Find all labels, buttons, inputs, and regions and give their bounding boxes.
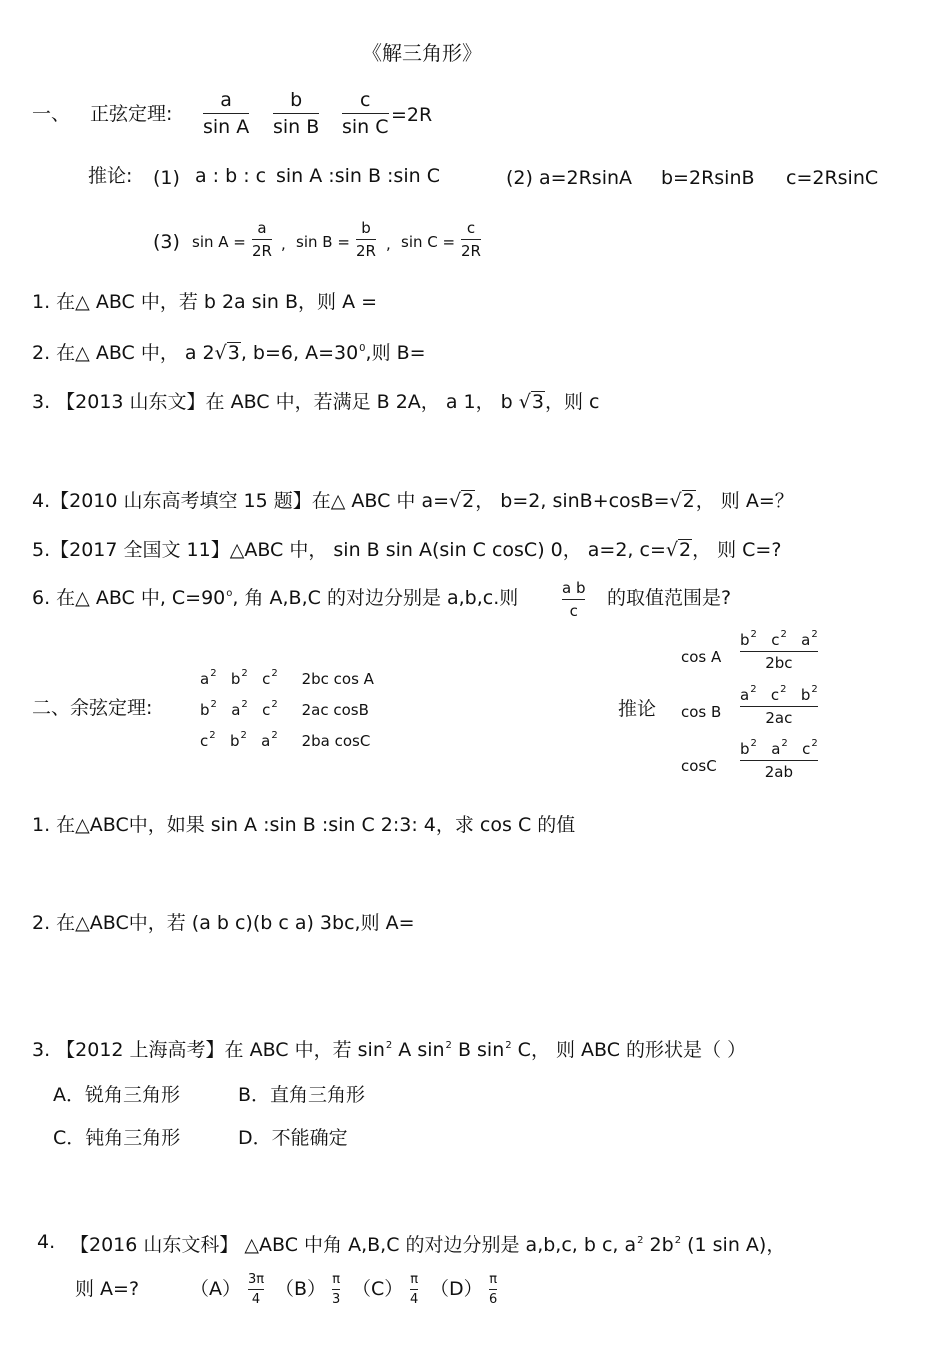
problem-1: 1. 在△ ABC 中，若 b 2a sin B，则 A =: [32, 291, 378, 313]
problem-2-3: 3. 【2012 上海高考】在 ABC 中，若 $\sin^2 A$ $\sin^2 B$ $\sin^2 C$， 则 ABC 的形状是（ ）: [32, 1039, 747, 1061]
cosB-fraction: [740, 684, 818, 727]
sqrt-value: 3: [227, 342, 240, 364]
cosine-corollary-label: 推论: [618, 698, 657, 720]
sqrt-symbol: √ 2: [449, 490, 475, 512]
problem-6-text-b: , 角 A,B,C 的对边分别是 a,b,c.则: [232, 587, 519, 609]
problem-4-text-c: ， 则 A=？: [695, 490, 794, 512]
numerator: a b: [562, 579, 586, 597]
sqrt-symbol: √ 2: [669, 490, 695, 512]
q4-option-a-label: （A）: [190, 1278, 241, 1300]
cosine-rule-line-2: $b^2$ $a^2$ $c^2$ 2ac cosB: [200, 699, 369, 719]
section-1-label: 正弦定理:: [90, 103, 173, 125]
denominator: 2bc: [765, 653, 793, 672]
problem-6-text-c: 的取值范围是?: [607, 587, 732, 609]
problem-2-4-number: 4.: [37, 1231, 56, 1253]
problem-2-3-text: 3. 【2012 上海高考】在 ABC 中，若 sin: [32, 1039, 385, 1061]
option-b: B．直角三角形: [238, 1084, 366, 1106]
degree-superscript: 0: [359, 343, 366, 354]
q4-option-a-fraction: 3π 4: [248, 1272, 265, 1308]
cosA-label: cos A: [681, 648, 722, 666]
q4-option-d-fraction: π 6: [489, 1272, 498, 1308]
corollary-1-right: sin A :sin B :sin C: [276, 165, 440, 187]
corollary-3-sinC-fraction: [461, 220, 481, 259]
corollary-label: 推论:: [88, 165, 133, 187]
denominator: 2R: [252, 241, 272, 260]
numerator: b: [361, 219, 371, 237]
sqrt-symbol: √ 3: [518, 391, 544, 413]
denominator: sin A: [203, 115, 250, 138]
corollary-1-left: a : b : c: [195, 165, 267, 187]
sqrt-value: 2: [682, 490, 695, 512]
sqrt-value: 2: [462, 490, 475, 512]
corollary-3-sinB-lhs: sin B =: [296, 233, 350, 251]
section-1-number: 一、: [32, 103, 71, 125]
denominator: c: [569, 601, 578, 620]
option-c: C．钝角三角形: [53, 1127, 181, 1149]
option-a: A．锐角三角形: [53, 1084, 180, 1106]
cosC-label: cosC: [681, 757, 717, 775]
fraction-c-sinC: [342, 90, 389, 138]
numerator: c: [360, 89, 371, 111]
denominator: sin B: [273, 115, 320, 138]
corollary-3-sinB-fraction: [356, 220, 376, 259]
cosine-rule-line-1: $a^2$ $b^2$ $c^2$ 2bc cos A: [200, 668, 374, 688]
problem-2-2: 2. 在△ABC中，若 (a b c)(b c a) 3bc,则 A=: [32, 912, 415, 934]
numerator: $a^2$ $c^2$ $b^2$: [740, 684, 818, 704]
problem-2-text-c: ,则 B=: [365, 342, 426, 364]
problem-2-4: 【2016 山东文科】 △ABC 中角 A,B,C 的对边分别是 a,b,c, b c, $a^2$ $2b^2$ (1 sin A)，: [70, 1234, 786, 1256]
problem-4: [32, 490, 794, 513]
fraction-b-sinB: [273, 90, 319, 138]
page-title: 《解三角形》: [362, 41, 482, 65]
denominator: 2ac: [765, 708, 793, 727]
denominator: sin C: [342, 115, 389, 138]
problem-2-text-b: , b=6, A=30: [240, 342, 359, 364]
comma: ,: [386, 235, 391, 253]
denominator: 2R: [356, 241, 376, 260]
problem-2-1: 1. 在△ABC中，如果 sin A :sin B :sin C 2:3: 4，求 cos C 的值: [32, 814, 576, 836]
denominator: 2ab: [764, 762, 793, 781]
q4-option-c-fraction: π 4: [410, 1272, 419, 1308]
comma: ,: [281, 235, 286, 253]
problem-5-text-b: ， 则 C=?: [692, 539, 782, 561]
sqrt-symbol: √ 2: [665, 539, 692, 561]
numerator: b: [290, 89, 303, 111]
problem-5-text: 5.【2017 全国文 11】△ABC 中， sin B sin A(sin C cosC) 0， a=2, c=: [32, 539, 666, 561]
sqrt-value: 3: [531, 391, 544, 413]
q4-option-c-label: （C）: [352, 1278, 404, 1300]
numerator: c: [466, 219, 476, 237]
corollary-3-sinA-fraction: [252, 220, 272, 259]
corollary-2-b: b=2RsinB: [661, 167, 755, 189]
q4-option-d-label: （D）: [430, 1278, 483, 1300]
degree-superscript: o: [226, 588, 233, 599]
problem-3-text: 3. 【2013 山东文】在 ABC 中，若满足 B 2A， a 1， b: [32, 391, 513, 413]
cosA-fraction: [740, 629, 818, 672]
section-2-label: 二、余弦定理:: [32, 697, 153, 719]
sqrt-symbol: √ 3: [214, 342, 240, 364]
problem-4-text: 4.【2010 山东高考填空 15 题】在△ ABC 中 a=: [32, 490, 450, 512]
problem-2-4-text: 【2016 山东文科】 △ABC 中角 A,B,C 的对边分别是 a,b,c, b c, a: [70, 1234, 637, 1256]
fraction-a-sinA: [203, 90, 249, 138]
problem-6-fraction: [562, 580, 585, 619]
option-d: D．不能确定: [238, 1127, 348, 1149]
cosC-fraction: [740, 738, 818, 781]
corollary-3-sinA-lhs: sin A =: [192, 233, 246, 251]
corollary-1-number: (1): [153, 167, 180, 189]
sqrt-value: 2: [678, 539, 692, 561]
corollary-2-c: c=2RsinC: [786, 167, 879, 189]
numerator: a: [220, 89, 232, 111]
numerator: a: [257, 219, 267, 237]
denominator: 2R: [461, 241, 481, 260]
q4-option-b-fraction: π 3: [332, 1272, 341, 1308]
problem-3: [32, 391, 599, 414]
problem-3-text-b: ，则 c: [544, 391, 600, 413]
numerator: $b^2$ $a^2$ $c^2$: [740, 738, 818, 758]
problem-6: [32, 588, 518, 610]
problem-6-text: 6. 在△ ABC 中, C=90: [32, 587, 226, 609]
problem-4-text-b: ， b=2, sinB+cosB=: [475, 490, 670, 512]
q4-option-b-label: （B）: [275, 1278, 327, 1300]
corollary-2-a: (2) a=2RsinA: [506, 167, 633, 189]
problem-2-text: 2. 在△ ABC 中， a 2: [32, 342, 215, 364]
corollary-3-number: (3): [153, 231, 180, 253]
problem-2: [32, 342, 426, 365]
problem-2-4-line-2: 则 A=?: [75, 1278, 140, 1300]
corollary-3-sinC-lhs: sin C =: [401, 233, 456, 251]
problem-5: [32, 539, 781, 562]
numerator: $b^2$ $c^2$ $a^2$: [740, 629, 818, 649]
cosB-label: cos B: [681, 703, 722, 721]
equals-2R: =2R: [391, 104, 433, 126]
cosine-rule-line-3: $c^2$ $b^2$ $a^2$ 2ba cosC: [200, 730, 371, 750]
